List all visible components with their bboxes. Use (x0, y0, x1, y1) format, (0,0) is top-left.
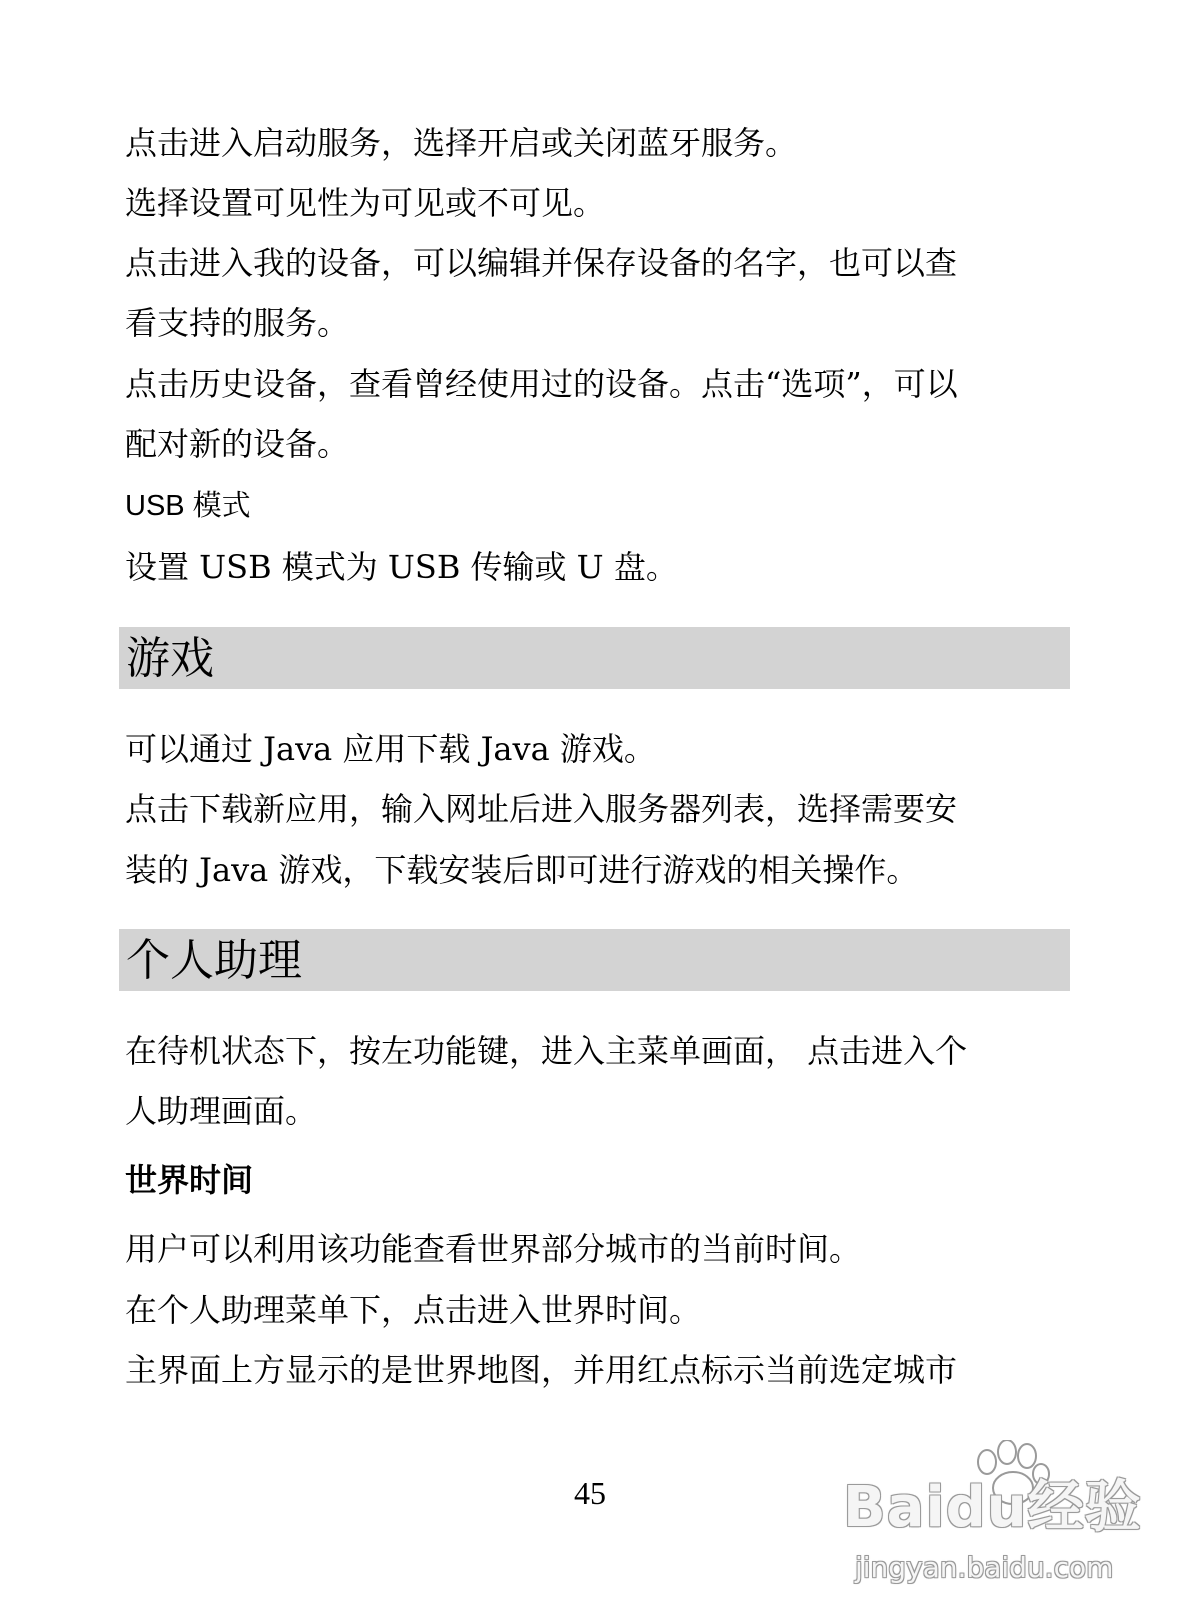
body-line: 可以通过 Java 应用下载 Java 游戏。 (125, 730, 656, 768)
usb-mode-subheading: USB 模式 (125, 490, 251, 522)
section-heading-text: 游戏 (126, 633, 214, 684)
body-line: 人助理画面。 (125, 1092, 318, 1130)
body-line: 主界面上方显示的是世界地图，并用红点标示当前选定城市 (125, 1351, 958, 1389)
body-line: 装的 Java 游戏，下载安装后即可进行游戏的相关操作。 (125, 851, 919, 889)
body-line: 点击历史设备，查看曾经使用过的设备。点击“选项”，可以 (125, 365, 958, 403)
section-heading-text: 个人助理 (126, 935, 302, 986)
body-line: 配对新的设备。 (125, 425, 350, 463)
baidu-jingyan-watermark (835, 1440, 1142, 1600)
body-line: 在待机状态下，按左功能键，进入主菜单画面， 点击进入个 (125, 1032, 968, 1070)
watermark-url: jingyan.baidu.com (855, 1551, 1114, 1584)
world-time-subheading: 世界时间 (125, 1161, 254, 1199)
body-line: 点击进入我的设备，可以编辑并保存设备的名字，也可以查 (125, 244, 958, 282)
body-line: 用户可以利用该功能查看世界部分城市的当前时间。 (125, 1230, 862, 1268)
body-line: 点击进入启动服务，选择开启或关闭蓝牙服务。 (125, 124, 798, 162)
watermark-brand: Baidu经验 (843, 1475, 1142, 1540)
body-line: 看支持的服务。 (125, 304, 350, 342)
body-line: 设置 USB 模式为 USB 传输或 U 盘。 (125, 548, 678, 586)
page-number: 45 (574, 1475, 606, 1511)
body-line: 在个人助理菜单下，点击进入世界时间。 (125, 1291, 702, 1329)
body-line: 选择设置可见性为可见或不可见。 (125, 184, 606, 222)
section-heading-games (119, 627, 1070, 689)
section-heading-personal-assistant (119, 929, 1070, 991)
body-line: 点击下载新应用，输入网址后进入服务器列表，选择需要安 (125, 790, 958, 828)
